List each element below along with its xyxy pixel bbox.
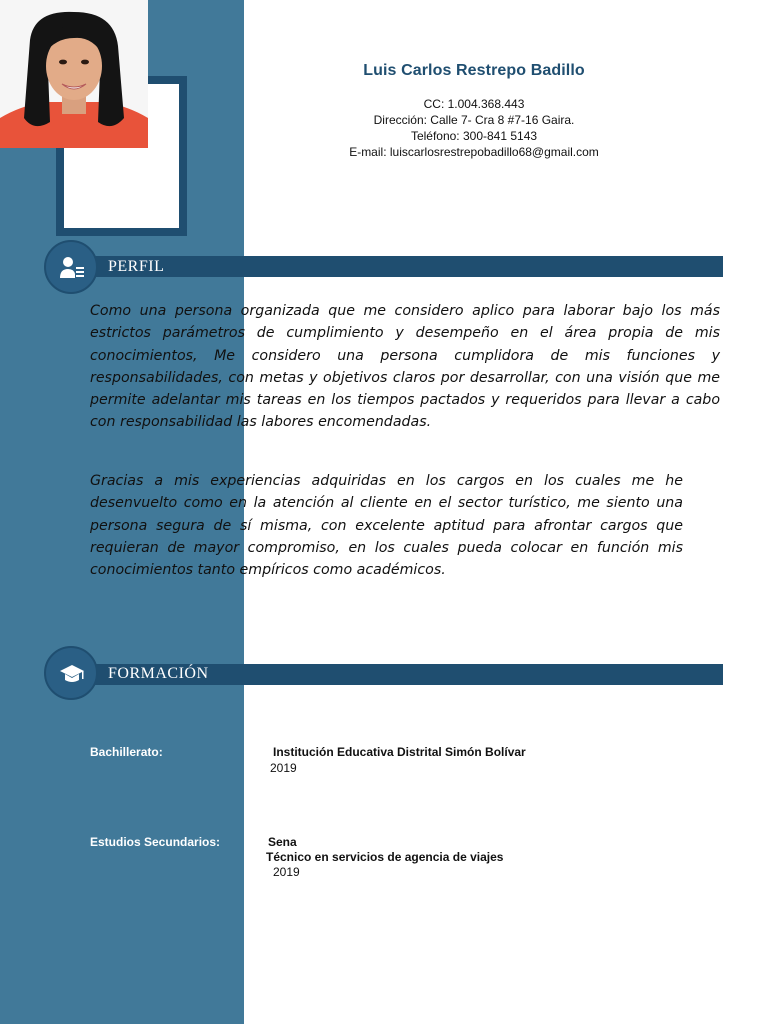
education-program-2: Técnico en servicios de agencia de viajes [266,850,504,864]
education-label-secundarios: Estudios Secundarios: [90,835,221,849]
phone: Teléfono: 300-841 5143 [410,129,538,143]
education-year-2: 2019 [273,865,300,879]
perfil-section-bar [92,256,723,277]
address: Dirección: Calle 7- Cra 8 #7-16 Gaira. [373,113,575,127]
formacion-section-title: FORMACIÓN [108,665,209,682]
contact-header [244,62,704,160]
education-institution-2: Sena [268,835,297,849]
education-label-bachillerato: Bachillerato: [90,745,163,759]
profile-icon [44,240,98,294]
education-institution-1: Institución Educativa Distrital Simón Bolívar [273,745,526,759]
education-year-1: 2019 [270,761,297,775]
email: E-mail: luiscarlosrestrepobadillo68@gmail.com [349,145,599,159]
profile-photo [0,0,148,148]
candidate-name: Luis Carlos Restrepo Badillo [363,62,585,79]
perfil-paragraph-2: Gracias a mis experiencias adquiridas en los cargos en los cuales me he desenvuelto como en la atención al cliente en el sector turístico, me siento una persona segura de sí misma, con excelente aptitud para afrontar cargos que requieran de mayor compromiso, en los cuales pueda colocar en función mis conocimientos tanto empíricos como académicos. [90,473,683,579]
perfil-section-title: PERFIL [108,258,165,275]
graduation-cap-icon [44,646,98,700]
id-number: CC: 1.004.368.443 [423,97,525,111]
perfil-paragraph-1: Como una persona organizada que me considero aplico para laborar bajo los más estrictos parámetros de cumplimiento y desempeño en el área propia de mis conocimientos, Me considero una persona cumplidora de mis funciones y responsabilidades, con metas y objetivos claros por desarrollar, con una visión que me permite adelantar mis tareas en los tiempos pactados y requeridos para llevar a cabo con responsabilidad las labores encomendadas. [90,303,720,431]
